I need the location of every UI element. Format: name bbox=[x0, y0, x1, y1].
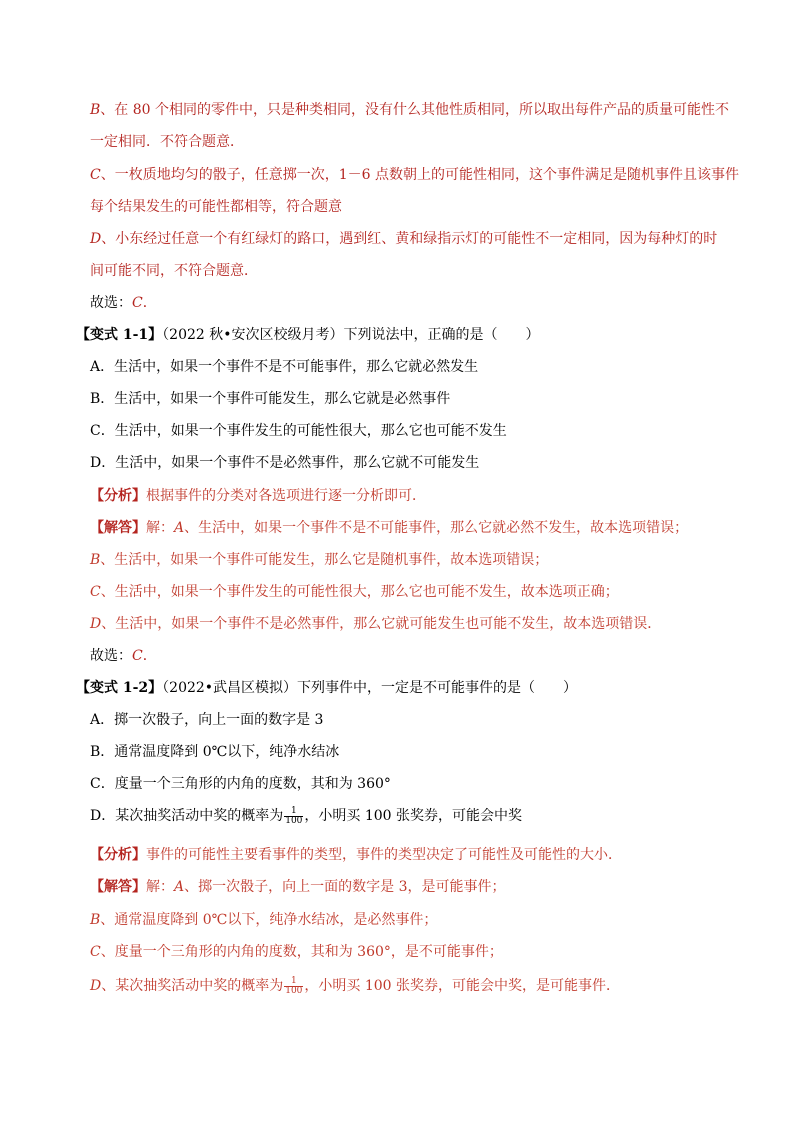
option-letter: C bbox=[90, 167, 101, 183]
solution-c-line-1: C、一枚质地均匀的骰子，任意掷一次，1－6 点数朝上的可能性相同，这个事件满足是随机事件且该事件 bbox=[90, 167, 739, 183]
solution-line-b: B、通常温度降到 0℃以下，纯净水结冰，是必然事件； bbox=[90, 912, 438, 928]
option-a: A．生活中，如果一个事件不是不可能事件，那么它就必然发生 bbox=[90, 359, 479, 375]
option-d: D．生活中，如果一个事件不是必然事件，那么它就不可能发生 bbox=[90, 455, 480, 471]
solution-line-d: D、某次抽奖活动中奖的概率为 $\frac{1}{100}$ ，小明买 100 张奖券，可能会中奖，是可能事件． bbox=[90, 975, 621, 996]
fraction: $\frac{1}{100}$ bbox=[285, 805, 303, 826]
variant-label: 【变式 1-1】 bbox=[76, 327, 163, 343]
option-d: D．某次抽奖活动中奖的概率为 $\frac{1}{100}$ ，小明买 100 张奖券，可能会中奖 bbox=[90, 805, 523, 826]
solution-line-c: C、生活中，如果一个事件发生的可能性很大，那么它也可能不发生，故本选项正确； bbox=[90, 584, 619, 600]
solution-line-d: D、生活中，如果一个事件不是必然事件，那么它就可能发生也可能不发生，故本选项错误． bbox=[90, 616, 662, 632]
solution-d-line-2: 间可能不同，不符合题意． bbox=[90, 263, 258, 279]
answer-line: 故选：C． bbox=[90, 648, 157, 664]
option-a: A．掷一次骰子，向上一面的数字是 3 bbox=[90, 712, 324, 728]
analysis-label: 【分析】 bbox=[90, 847, 146, 863]
solution-c-line-2: 每个结果发生的可能性都相等，符合题意 bbox=[90, 199, 342, 215]
solution-label: 【解答】 bbox=[90, 879, 146, 895]
analysis-label: 【分析】 bbox=[90, 488, 146, 504]
option-c: C．生活中，如果一个事件发生的可能性很大，那么它也可能不发生 bbox=[90, 423, 507, 439]
option-letter: B bbox=[90, 102, 101, 118]
solution-line-b: B、生活中，如果一个事件可能发生，那么它是随机事件，故本选项错误； bbox=[90, 552, 549, 568]
solution-d-line-1: D、小东经过任意一个有红绿灯的路口，遇到红、黄和绿指示灯的可能性不一定相同，因为每种灯的时 bbox=[90, 231, 718, 247]
answer-line: 故选：C． bbox=[90, 295, 157, 311]
option-letter: D bbox=[90, 231, 102, 247]
option-c: C．度量一个三角形的内角的度数，其和为 360° bbox=[90, 776, 391, 792]
solution-line-c: C、度量一个三角形的内角的度数，其和为 360°，是不可能事件； bbox=[90, 944, 503, 960]
solution-label: 【解答】 bbox=[90, 520, 146, 536]
solution-line-a: 【解答】解：A、生活中，如果一个事件不是不可能事件，那么它就必然不发生，故本选项错误； bbox=[90, 520, 689, 536]
option-b: B．生活中，如果一个事件可能发生，那么它就是必然事件 bbox=[90, 391, 451, 407]
solution-b-line-2: 一定相同．不符合题意． bbox=[90, 134, 244, 150]
variant-1-2-heading: 【变式 1-2】（2022•武昌区模拟）下列事件中，一定是不可能事件的是（ ） bbox=[76, 680, 578, 696]
analysis-line: 【分析】事件的可能性主要看事件的类型，事件的类型决定了可能性及可能性的大小． bbox=[90, 847, 622, 863]
fraction: $\frac{1}{100}$ bbox=[285, 975, 303, 996]
variant-label: 【变式 1-2】 bbox=[76, 680, 163, 696]
variant-1-1-heading: 【变式 1-1】（2022 秋•安次区校级月考）下列说法中，正确的是（ ） bbox=[76, 327, 540, 343]
solution-line-a: 【解答】解：A、掷一次骰子，向上一面的数字是 3，是可能事件； bbox=[90, 879, 506, 895]
option-b: B．通常温度降到 0℃以下，纯净水结冰 bbox=[90, 744, 340, 760]
solution-b-line-1: B、在 80 个相同的零件中，只是种类相同，没有什么其他性质相同，所以取出每件产品的质量可能性不 bbox=[90, 102, 730, 118]
analysis-line: 【分析】根据事件的分类对各选项进行逐一分析即可． bbox=[90, 488, 426, 504]
